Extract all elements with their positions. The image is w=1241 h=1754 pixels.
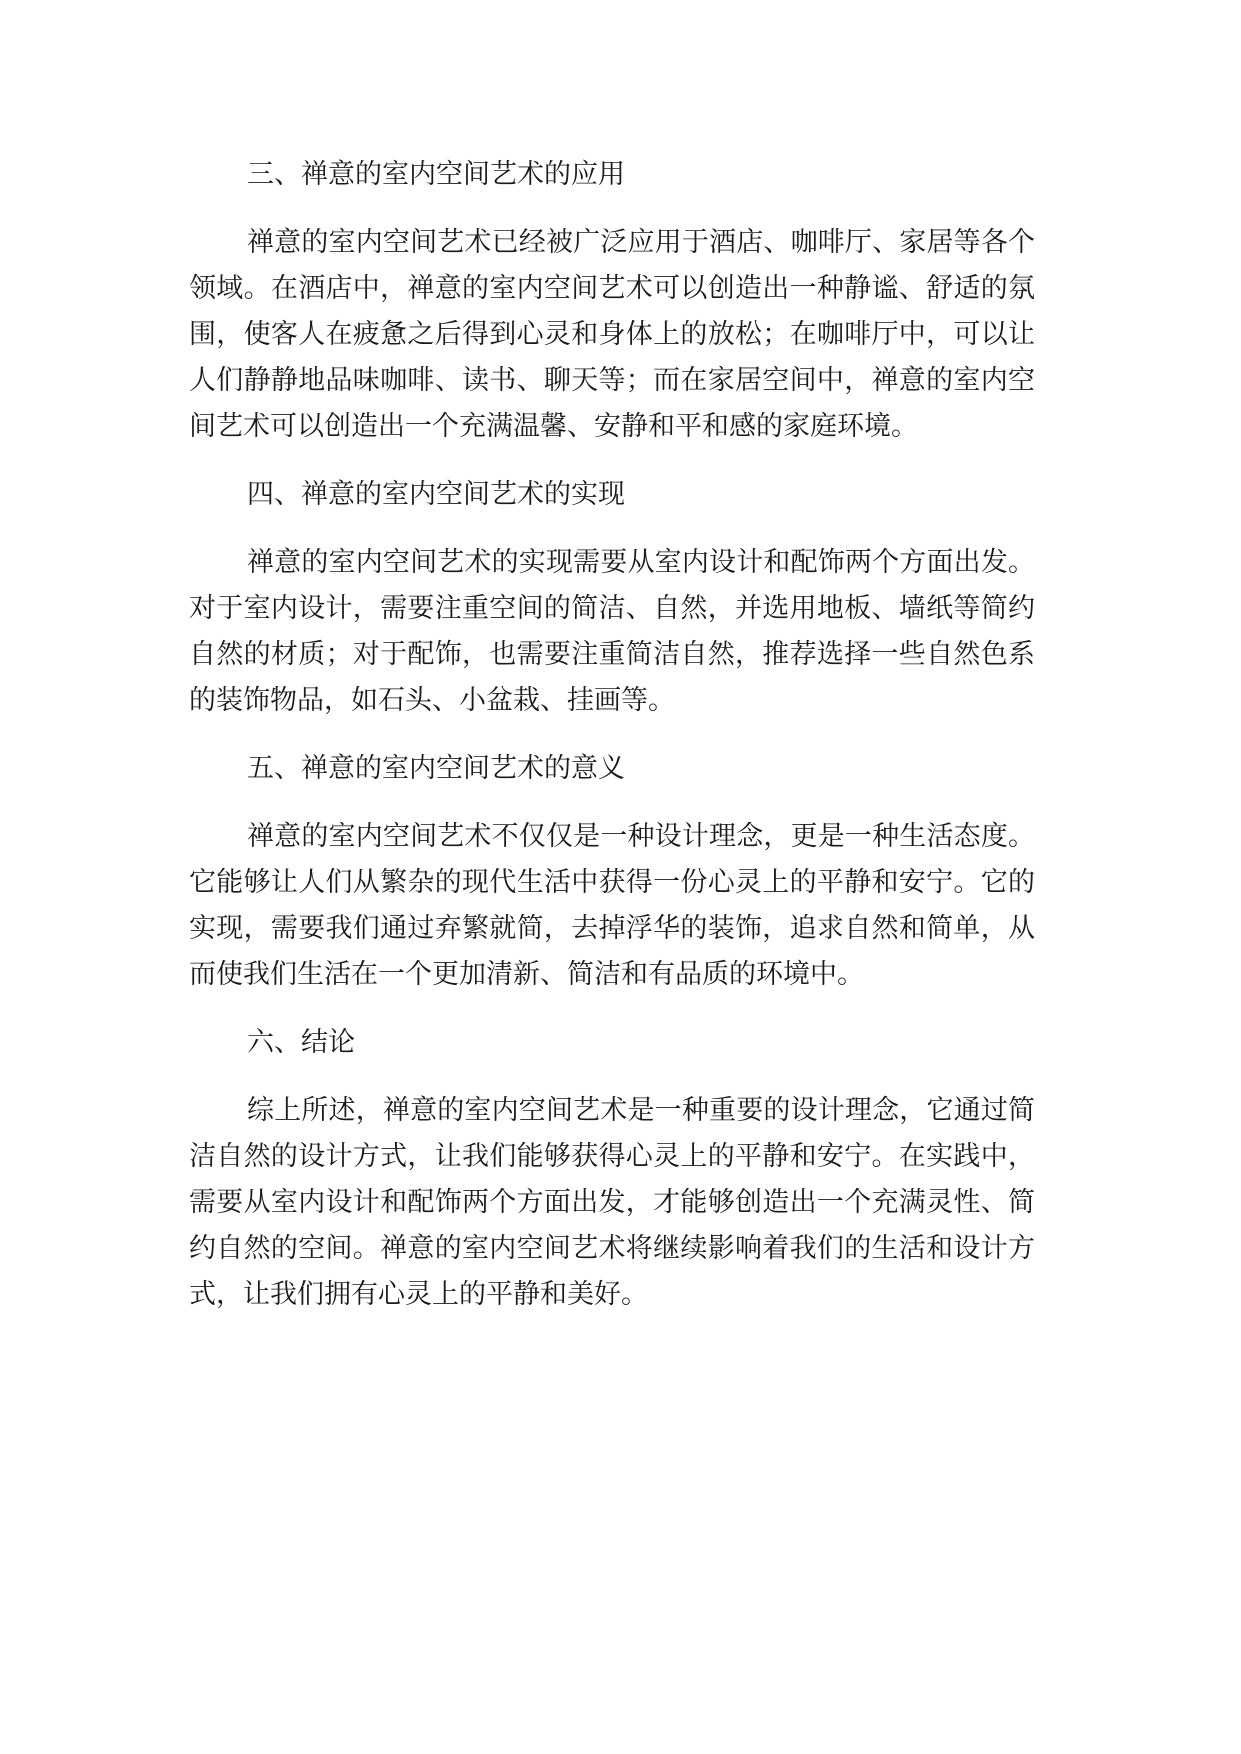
- document-body: [189, 152, 1035, 1340]
- section-heading: 三、禅意的室内空间艺术的应用: [247, 159, 625, 190]
- section-meaning: [189, 746, 1035, 998]
- section-heading: 六、结论: [247, 1027, 355, 1058]
- section-heading: 五、禅意的室内空间艺术的意义: [247, 753, 625, 784]
- section-heading: 四、禅意的室内空间艺术的实现: [247, 479, 625, 510]
- section-implementation: [189, 472, 1035, 724]
- section-conclusion: [189, 1020, 1035, 1318]
- section-paragraph: 禅意的室内空间艺术不仅仅是一种设计理念，更是一种生活态度。它能够让人们从繁杂的现代生活中获得一份心灵上的平静和安宁。它的实现，需要我们通过弃繁就简，去掉浮华的装饰，追求自然和简单，从而使我们生活在一个更加清新、简洁和有品质的环境中。: [189, 821, 1035, 990]
- section-paragraph: 禅意的室内空间艺术的实现需要从室内设计和配饰两个方面出发。对于室内设计，需要注重空间的简洁、自然，并选用地板、墙纸等简约自然的材质；对于配饰，也需要注重简洁自然，推荐选择一些自然色系的装饰物品，如石头、小盆栽、挂画等。: [189, 547, 1035, 716]
- section-application: [189, 152, 1035, 450]
- section-paragraph: 综上所述，禅意的室内空间艺术是一种重要的设计理念，它通过简洁自然的设计方式，让我们能够获得心灵上的平静和安宁。在实践中，需要从室内设计和配饰两个方面出发，才能够创造出一个充满灵性、简约自然的空间。禅意的室内空间艺术将继续影响着我们的生活和设计方式，让我们拥有心灵上的平静和美好。: [189, 1095, 1035, 1310]
- section-paragraph: 禅意的室内空间艺术已经被广泛应用于酒店、咖啡厅、家居等各个领域。在酒店中，禅意的室内空间艺术可以创造出一种静谧、舒适的氛围，使客人在疲惫之后得到心灵和身体上的放松；在咖啡厅中，可以让人们静静地品味咖啡、读书、聊天等；而在家居空间中，禅意的室内空间艺术可以创造出一个充满温馨、安静和平和感的家庭环境。: [189, 227, 1035, 442]
